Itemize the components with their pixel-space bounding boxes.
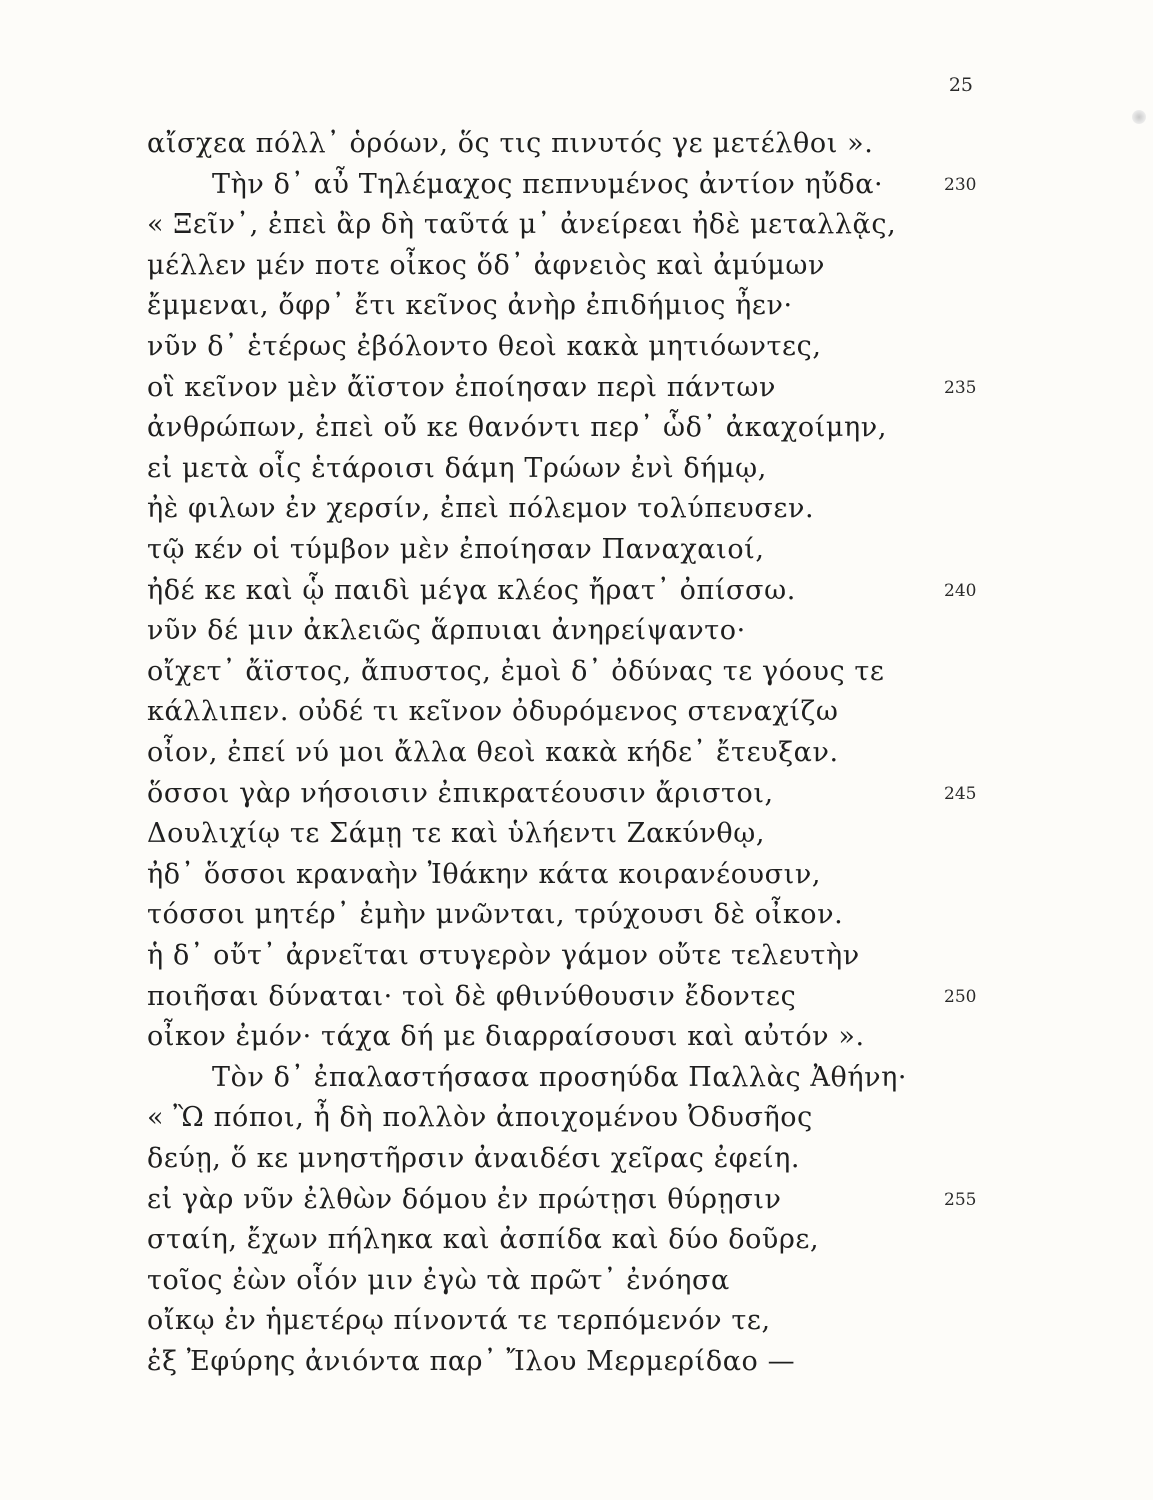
- verse-line: δεύῃ, ὅ κε μνηστῆρσιν ἀναιδέσι χεῖρας ἐφείη.: [147, 1143, 801, 1174]
- verse-line: ἠδ᾽ ὅσσοι κραναὴν Ἰθάκην κάτα κοιρανέουσιν,: [147, 859, 822, 890]
- verse-line: ἐξ Ἐφύρης ἀνιόντα παρ᾽ Ἴλου Μερμερίδαο —: [147, 1346, 796, 1377]
- verse-line: ἔμμεναι, ὄφρ᾽ ἔτι κεῖνος ἀνὴρ ἐπιδήμιος ἦεν·: [147, 290, 793, 321]
- verse-line: τῷ κέν οἱ τύμβον μὲν ἐποίησαν Παναχαιοί,: [147, 534, 765, 565]
- verse-line-number: 240: [944, 581, 977, 601]
- verse-line: οἴκῳ ἐν ἡμετέρῳ πίνοντά τε τερπόμενόν τε,: [147, 1305, 771, 1336]
- verse-line: οἴχετ᾽ ἄϊστος, ἄπυστος, ἐμοὶ δ᾽ ὀδύνας τε γόους τε: [147, 656, 885, 687]
- verse-line: τόσσοι μητέρ᾽ ἐμὴν μνῶνται, τρύχουσι δὲ οἶκον.: [147, 899, 844, 930]
- verse-line: νῦν δέ μιν ἀκλειῶς ἅρπυιαι ἀνηρείψαντο·: [147, 615, 746, 646]
- page-number: 25: [948, 74, 973, 96]
- verse-line-number: 230: [944, 175, 977, 195]
- verse-line: εἰ μετὰ οἷς ἑτάροισι δάμη Τρώων ἐνὶ δήμῳ,: [147, 453, 767, 484]
- verse-line: ποιῆσαι δύναται· τοὶ δὲ φθινύθουσιν ἔδοντες: [147, 981, 797, 1012]
- verse-line: αἴσχεα πόλλ᾽ ὁρόων, ὅς τις πινυτός γε μετέλθοι ».: [147, 128, 874, 159]
- verse-line: ἀνθρώπων, ἐπεὶ οὔ κε θανόντι περ᾽ ὧδ᾽ ἀκαχοίμην,: [147, 412, 888, 443]
- verse-line-number: 235: [944, 378, 977, 398]
- verse-line: Τὸν δ᾽ ἐπαλαστήσασα προσηύδα Παλλὰς Ἀθήνη·: [212, 1062, 908, 1093]
- verse-line-number: 250: [944, 987, 977, 1007]
- verse-line: ἠὲ φιλων ἐν χερσίν, ἐπεὶ πόλεμον τολύπευσεν.: [147, 493, 815, 524]
- verse-line: τοῖος ἐὼν οἷόν μιν ἐγὼ τὰ πρῶτ᾽ ἐνόησα: [147, 1265, 730, 1296]
- verse-line: οἳ κεῖνον μὲν ἄϊστον ἐποίησαν περὶ πάντων: [147, 372, 777, 403]
- verse-line: « Ξεῖν᾽, ἐπεὶ ἂρ δὴ ταῦτά μ᾽ ἀνείρεαι ἠδὲ μεταλλᾷς,: [147, 209, 897, 240]
- verse-line: ὅσσοι γὰρ νήσοισιν ἐπικρατέουσιν ἄριστοι,: [147, 778, 774, 809]
- verse-line: σταίη, ἔχων πήληκα καὶ ἀσπίδα καὶ δύο δοῦρε,: [147, 1224, 820, 1255]
- verse-line: εἰ γὰρ νῦν ἐλθὼν δόμου ἐν πρώτῃσι θύρῃσιν: [147, 1184, 782, 1215]
- verse-line: οἶκον ἐμόν· τάχα δή με διαρραίσουσι καὶ αὐτόν ».: [147, 1021, 865, 1052]
- verse-line: ἠδέ κε καὶ ᾧ παιδὶ μέγα κλέος ἤρατ᾽ ὀπίσσω.: [147, 575, 796, 606]
- verse-line: οἶον, ἐπεί νύ μοι ἄλλα θεοὶ κακὰ κήδε᾽ ἔτευξαν.: [147, 737, 839, 768]
- paper-speck: [1132, 110, 1146, 124]
- verse-line: « Ὢ πόποι, ἦ δὴ πολλὸν ἀποιχομένου Ὀδυσῆος: [147, 1102, 813, 1133]
- verse-line: μέλλεν μέν ποτε οἶκος ὅδ᾽ ἀφνειὸς καὶ ἀμύμων: [147, 250, 825, 281]
- verse-line-number: 245: [944, 784, 977, 804]
- verse-line: ἡ δ᾽ οὔτ᾽ ἀρνεῖται στυγερὸν γάμον οὔτε τελευτὴν: [147, 940, 860, 971]
- verse-line: νῦν δ᾽ ἑτέρως ἐβόλοντο θεοὶ κακὰ μητιόωντες,: [147, 331, 822, 362]
- verse-line: Δουλιχίῳ τε Σάμῃ τε καὶ ὑλήεντι Ζακύνθῳ,: [147, 818, 766, 849]
- verse-line: κάλλιπεν. οὐδέ τι κεῖνον ὀδυρόμενος στεναχίζω: [147, 696, 839, 727]
- verse-line-number: 255: [944, 1190, 977, 1210]
- verse-line: Τὴν δ᾽ αὖ Τηλέμαχος πεπνυμένος ἀντίον ηὔδα·: [212, 169, 884, 200]
